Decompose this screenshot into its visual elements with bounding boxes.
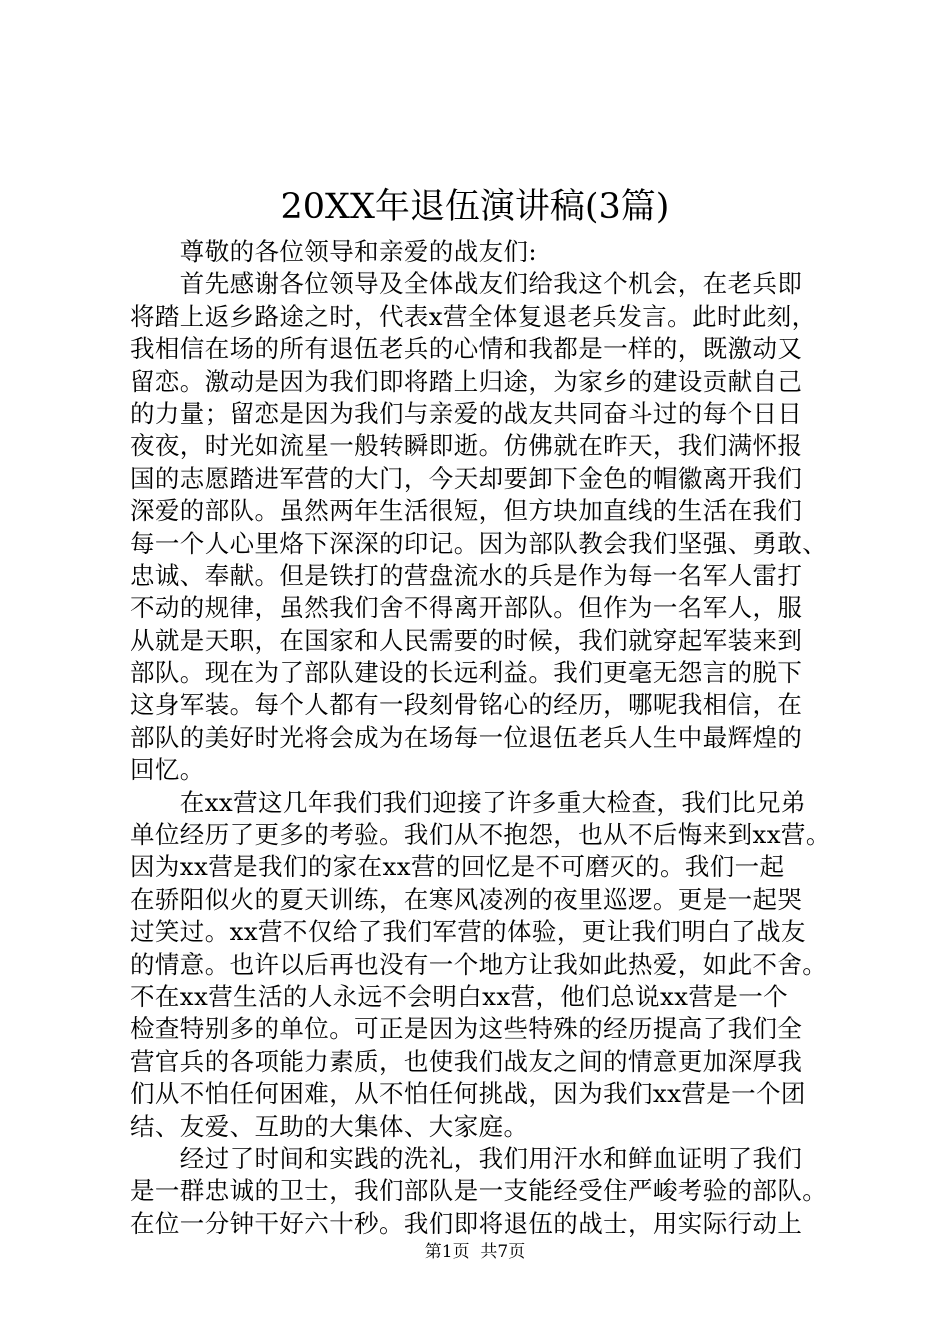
- body-line: 的情意。也许以后再也没有一个地方让我如此热爱，如此不舍。: [130, 949, 828, 979]
- body-line: 首先感谢各位领导及全体战友们给我这个机会，在老兵即: [130, 269, 803, 299]
- body-line: 过笑过。xx营不仅给了我们军营的体验，更让我们明白了战友: [130, 917, 806, 947]
- body-line: 的力量；留恋是因为我们与亲爱的战友共同奋斗过的每个日日: [130, 398, 803, 428]
- page-number: 第1页: [424, 1242, 470, 1262]
- body-line: 这身军装。每个人都有一段刻骨铭心的经历，哪呢我相信，在: [130, 690, 803, 720]
- body-line: 不在xx营生活的人永远不会明白xx营，他们总说xx营是一个: [130, 981, 789, 1011]
- document-body: [130, 236, 835, 1240]
- body-line: 在位一分钟干好六十秒。我们即将退伍的战士，用实际行动上: [130, 1208, 803, 1238]
- body-line: 单位经历了更多的考验。我们从不抱怨，也从不后悔来到xx营。: [130, 820, 831, 850]
- body-line: 夜夜，时光如流星一般转瞬即逝。仿佛就在昨天，我们满怀报: [130, 431, 803, 461]
- body-line: 深爱的部队。虽然两年生活很短，但方块加直线的生活在我们: [130, 496, 803, 526]
- body-line: 结、友爱、互助的大集体、大家庭。: [130, 1111, 529, 1141]
- body-line: 将踏上返乡路途之时，代表x营全体复退老兵发言。此时此刻，: [130, 301, 817, 331]
- page-footer: [0, 1240, 950, 1264]
- body-line: 们从不怕任何困难，从不怕任何挑战，因为我们xx营是一个团: [130, 1079, 806, 1109]
- body-line: 是一群忠诚的卫士，我们部队是一支能经受住严峻考验的部队。: [130, 1176, 828, 1206]
- body-line: 不动的规律，虽然我们舍不得离开部队。但作为一名军人，服: [130, 593, 803, 623]
- body-line: 忠诚、奉献。但是铁打的营盘流水的兵是作为每一名军人雷打: [130, 560, 803, 590]
- body-line: 我相信在场的所有退伍老兵的心情和我都是一样的，既激动又: [130, 334, 803, 364]
- body-line: 营官兵的各项能力素质，也使我们战友之间的情意更加深厚我: [130, 1046, 803, 1076]
- body-line: 回忆。: [130, 755, 205, 785]
- body-line: 因为xx营是我们的家在xx营的回忆是不可磨灭的。我们一起: [130, 852, 785, 882]
- body-line: 从就是天职，在国家和人民需要的时候，我们就穿起军装来到: [130, 625, 803, 655]
- body-line: 部队的美好时光将会成为在场每一位退伍老兵人生中最辉煌的: [130, 722, 803, 752]
- body-line: 留恋。激动是因为我们即将踏上归途，为家乡的建设贡献自己: [130, 366, 803, 396]
- body-line: 在骄阳似火的夏天训练，在寒风凌冽的夜里巡逻。更是一起哭: [130, 884, 803, 914]
- body-line: 尊敬的各位领导和亲爱的战友们:: [130, 237, 538, 266]
- body-line: 检查特别多的单位。可正是因为这些特殊的经历提高了我们全: [130, 1014, 803, 1044]
- body-line: 经过了时间和实践的洗礼，我们用汗水和鲜血证明了我们: [130, 1143, 803, 1173]
- page-total: 共7页: [480, 1242, 526, 1262]
- document-title: 20XX年退伍演讲稿(3篇): [280, 187, 670, 227]
- body-line: 国的志愿踏进军营的大门，今天却要卸下金色的帽徽离开我们: [130, 463, 803, 493]
- body-line: 部队。现在为了部队建设的长远利益。我们更毫无怨言的脱下: [130, 658, 803, 688]
- body-line: 在xx营这几年我们我们迎接了许多重大检查，我们比兄弟: [130, 787, 806, 817]
- body-line: 每一个人心里烙下深深的印记。因为部队教会我们坚强、勇敢、: [130, 528, 828, 558]
